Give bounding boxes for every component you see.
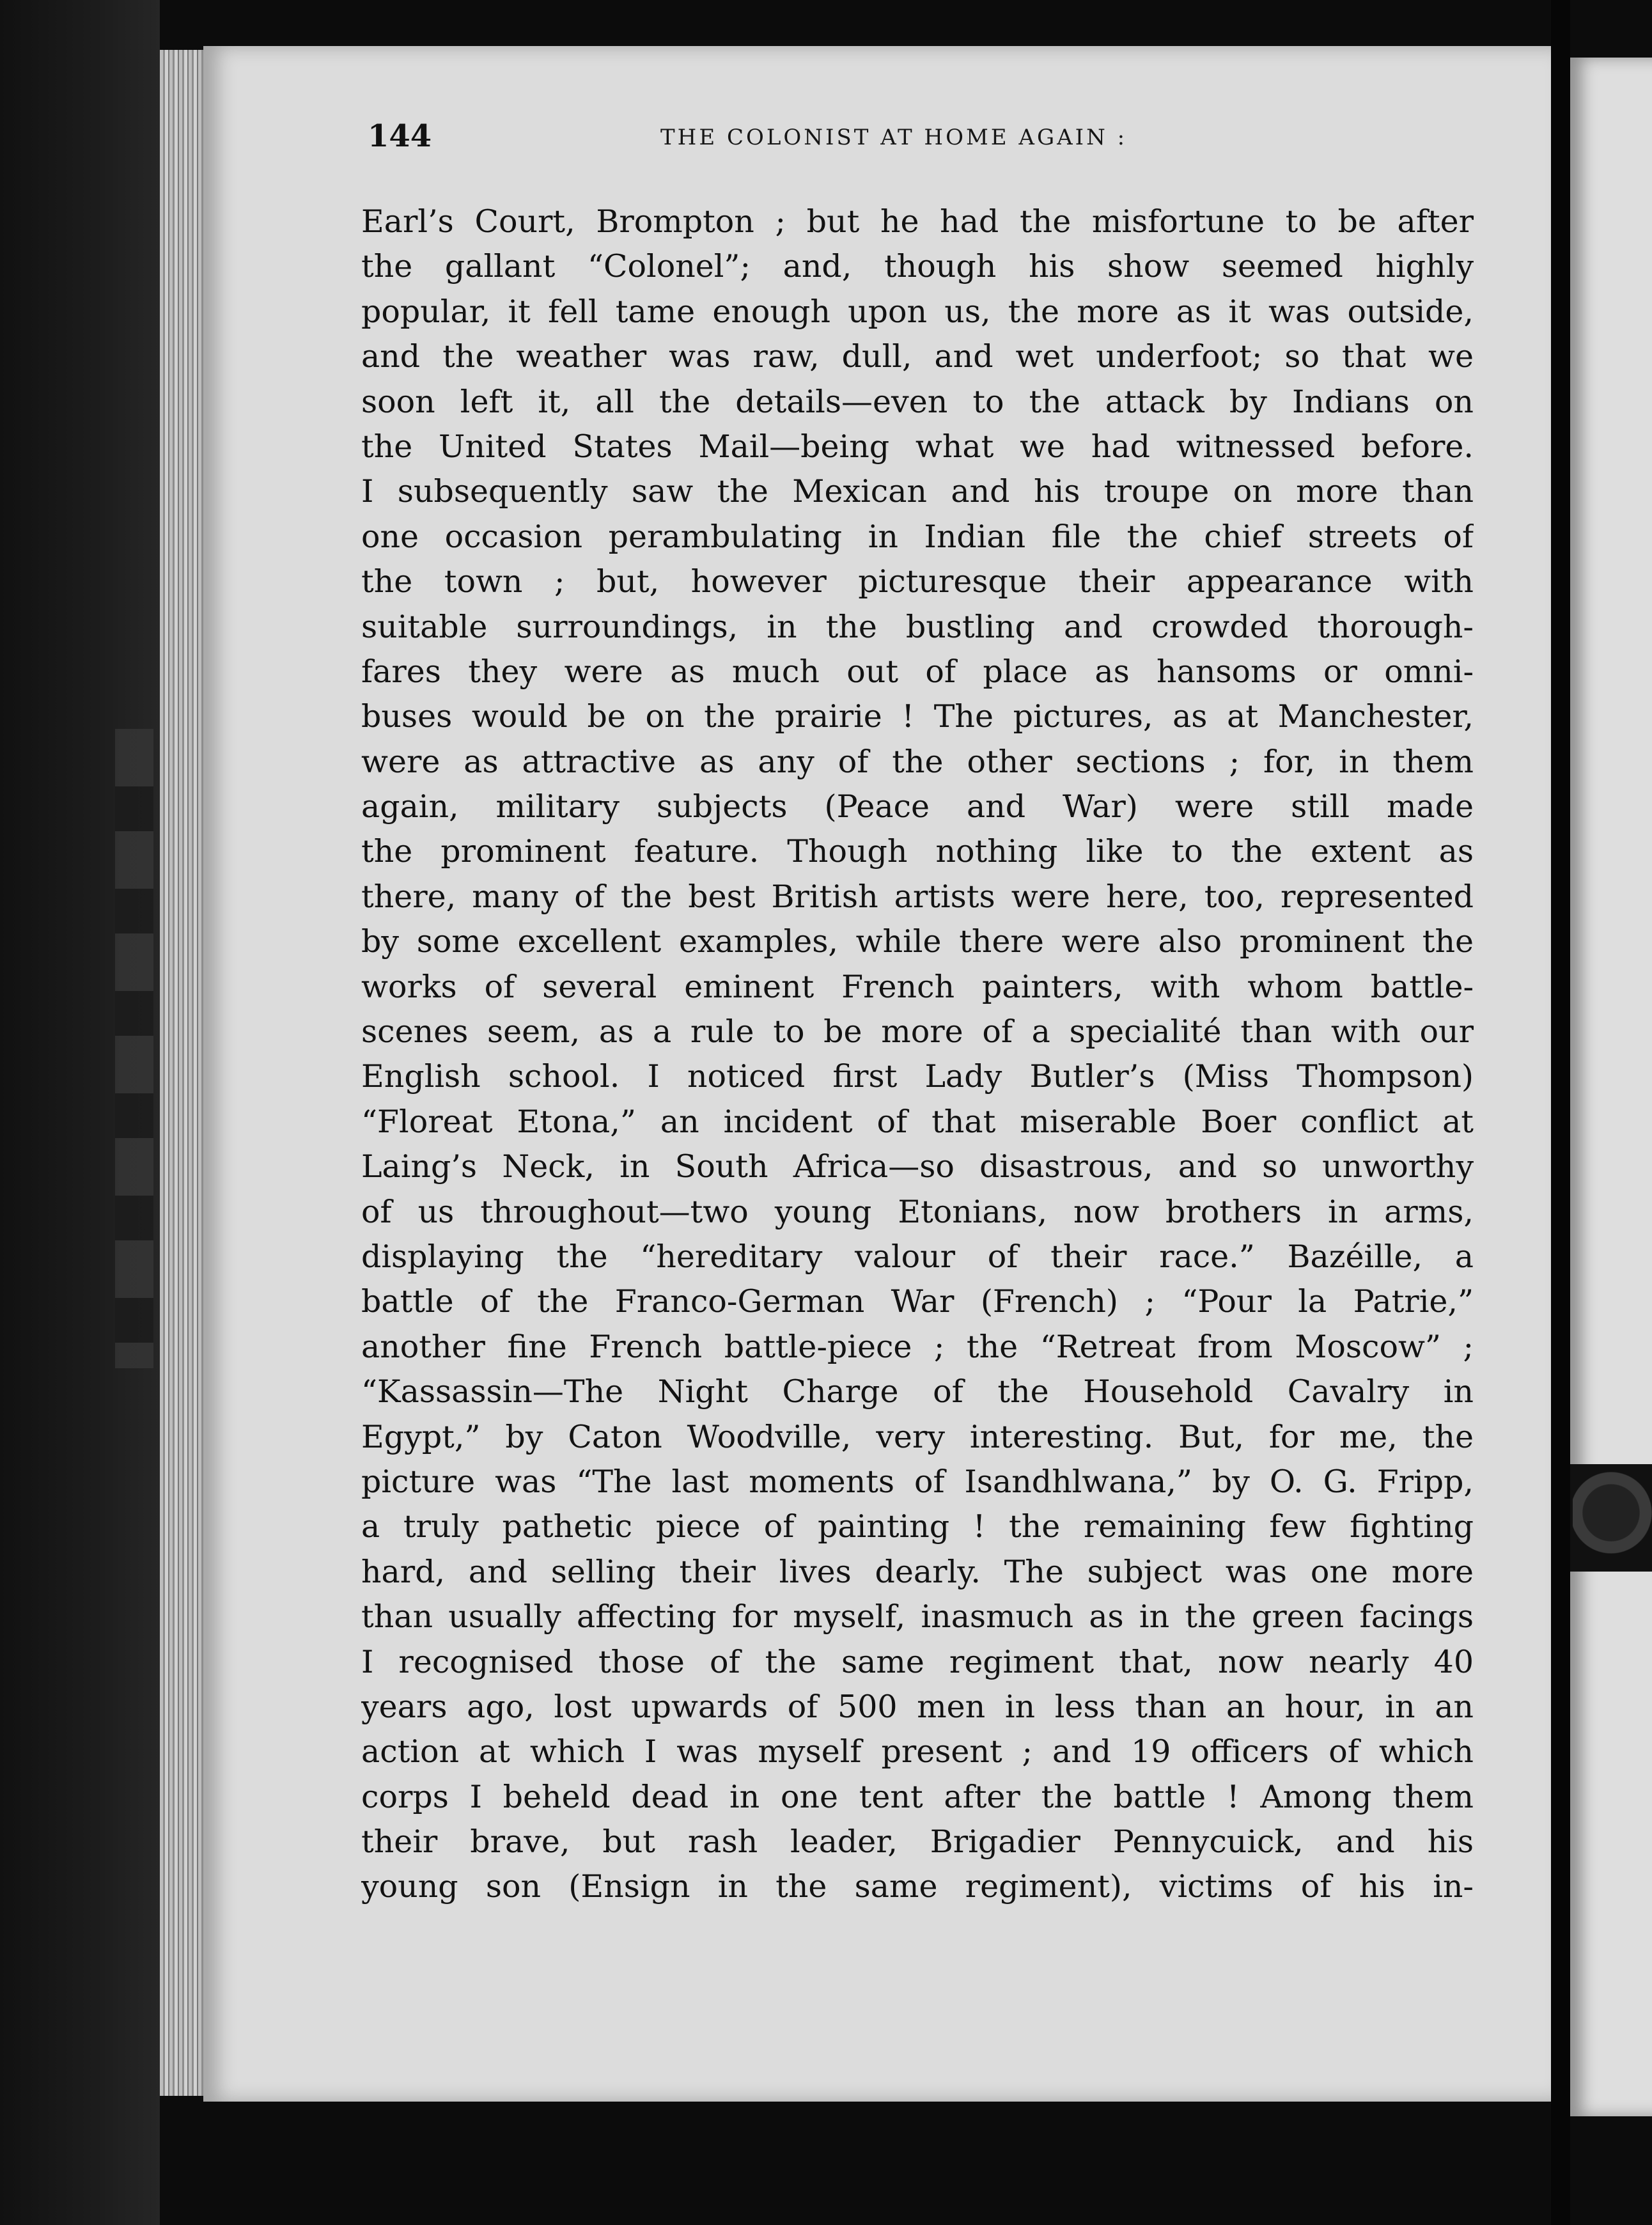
text-line: English school. I noticed first Lady Butler’s (Miss Thompson) xyxy=(361,1058,1474,1095)
text-line: suitable surroundings, in the bustling and crowded thorough- xyxy=(361,608,1474,645)
text-line: young son (Ensign in the same regiment), victims of his in- xyxy=(361,1868,1474,1905)
text-line: were as attractive as any of the other sections ; for, in them xyxy=(361,743,1474,780)
page-number: 144 xyxy=(368,118,432,154)
page-header xyxy=(368,118,1474,163)
text-line: buses would be on the prairie ! The pictures, as at Manchester, xyxy=(361,698,1474,735)
text-line: action at which I was myself present ; and 19 officers of which xyxy=(361,1733,1474,1770)
text-line: fares they were as much out of place as hansoms or omni- xyxy=(361,653,1474,690)
text-line: picture was “The last moments of Isandhlwana,” by O. G. Fripp, xyxy=(361,1463,1474,1500)
text-line: years ago, lost upwards of 500 men in less than an hour, in an xyxy=(361,1688,1474,1725)
text-line: the prominent feature. Though nothing like to the extent as xyxy=(361,833,1474,870)
text-line: a truly pathetic piece of painting ! the remaining few fighting xyxy=(361,1508,1474,1545)
text-line: Egypt,” by Caton Woodville, very interesting. But, for me, the xyxy=(361,1418,1474,1455)
text-line: the United States Mail—being what we had witnessed before. xyxy=(361,428,1474,465)
text-line: soon left it, all the details—even to the attack by Indians on xyxy=(361,383,1474,420)
text-line: Earl’s Court, Brompton ; but he had the misfortune to be after xyxy=(361,203,1474,240)
text-line: scenes seem, as a rule to be more of a specialité than with our xyxy=(361,1013,1474,1050)
text-line: “Kassassin—The Night Charge of the Household Cavalry in xyxy=(361,1373,1474,1410)
text-line: of us throughout—two young Etonians, now brothers in arms, xyxy=(361,1193,1474,1230)
page-edges xyxy=(160,50,205,2096)
body-text xyxy=(361,199,1474,1910)
book-binding xyxy=(0,0,160,2225)
text-line: battle of the Franco-German War (French) ; “Pour la Patrie,” xyxy=(361,1283,1474,1320)
text-line: and the weather was raw, dull, and wet underfoot; so that we xyxy=(361,338,1474,375)
text-line: corps I beheld dead in one tent after the battle ! Among them xyxy=(361,1778,1474,1815)
text-line: I subsequently saw the Mexican and his troupe on more than xyxy=(361,473,1474,510)
text-line: there, many of the best British artists were here, too, represented xyxy=(361,878,1474,915)
text-line: I recognised those of the same regiment that, now nearly 40 xyxy=(361,1643,1474,1680)
text-line: again, military subjects (Peace and War) were still made xyxy=(361,788,1474,825)
text-line: one occasion perambulating in Indian file the chief streets of xyxy=(361,518,1474,555)
facing-page xyxy=(1570,58,1652,2116)
text-line: the town ; but, however picturesque their appearance with xyxy=(361,563,1474,600)
text-line: by some excellent examples, while there were also prominent the xyxy=(361,923,1474,960)
spine-lettering xyxy=(115,729,153,1368)
page-gutter xyxy=(1551,0,1570,2225)
text-line: Laing’s Neck, in South Africa—so disastrous, and so unworthy xyxy=(361,1148,1474,1185)
text-line: than usually affecting for myself, inasmuch as in the green facings xyxy=(361,1598,1474,1636)
text-line: the gallant “Colonel”; and, though his show seemed highly xyxy=(361,248,1474,285)
text-line: hard, and selling their lives dearly. The subject was one more xyxy=(361,1553,1474,1590)
text-line: works of several eminent French painters, with whom battle- xyxy=(361,968,1474,1005)
text-line: their brave, but rash leader, Brigadier Pennycuick, and his xyxy=(361,1823,1474,1861)
text-line: displaying the “hereditary valour of their race.” Bazéille, a xyxy=(361,1238,1474,1275)
ornamental-initial xyxy=(1570,1464,1652,1572)
text-line: “Floreat Etona,” an incident of that miserable Boer conflict at xyxy=(361,1103,1474,1140)
running-head: THE COLONIST AT HOME AGAIN : xyxy=(660,125,1128,150)
text-line: another fine French battle-piece ; the “Retreat from Moscow” ; xyxy=(361,1328,1474,1365)
text-line: popular, it fell tame enough upon us, the more as it was outside, xyxy=(361,293,1474,330)
